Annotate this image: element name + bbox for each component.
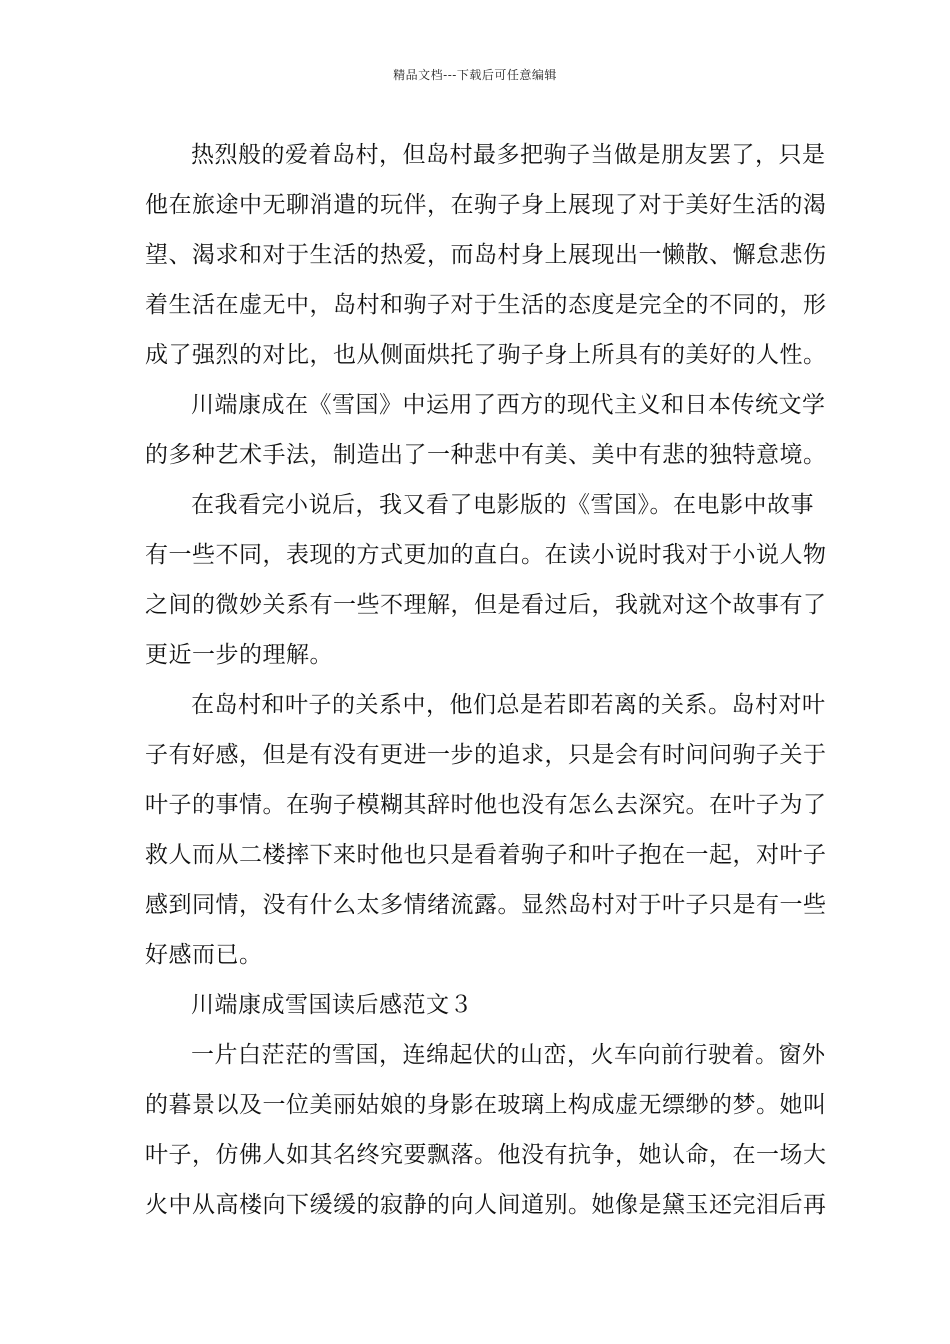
text-line: 子有好感，但是有没有更进一步的追求，只是会有时问问驹子关于 <box>145 742 827 768</box>
page-header: 精品文档---下载后可任意编辑 <box>393 68 557 82</box>
text-line: 之间的微妙关系有一些不理解，但是看过后，我就对这个故事有了 <box>145 592 827 618</box>
text-line: 川端康成在《雪国》中运用了西方的现代主义和日本传统文学 <box>191 392 826 418</box>
body-text <box>145 130 827 1230</box>
text-line: 在岛村和叶子的关系中，他们总是若即若离的关系。岛村对叶 <box>191 692 826 718</box>
text-line: 好感而已。 <box>145 942 263 968</box>
section-heading: 川端康成雪国读后感范文３ <box>191 992 473 1018</box>
text-line: 叶子，仿佛人如其名终究要飘落。他没有抗争，她认命，在一场大 <box>145 1142 827 1168</box>
text-line: 有一些不同，表现的方式更加的直白。在读小说时我对于小说人物 <box>145 542 827 568</box>
text-line: 感到同情，没有什么太多情绪流露。显然岛村对于叶子只是有一些 <box>145 892 827 918</box>
text-line: 他在旅途中无聊消遣的玩伴，在驹子身上展现了对于美好生活的渴 <box>145 192 827 218</box>
text-line: 成了强烈的对比，也从侧面烘托了驹子身上所具有的美好的人性。 <box>145 342 827 368</box>
text-line: 救人而从二楼摔下来时他也只是看着驹子和叶子抱在一起，对叶子 <box>145 842 827 868</box>
text-line: 望、渴求和对于生活的热爱，而岛村身上展现出一懒散、懈怠悲伤 <box>145 242 827 268</box>
text-line: 的多种艺术手法，制造出了一种悲中有美、美中有悲的独特意境。 <box>145 442 827 468</box>
text-line: 热烈般的爱着岛村，但岛村最多把驹子当做是朋友罢了，只是 <box>191 142 826 168</box>
text-line: 更近一步的理解。 <box>145 642 333 668</box>
text-line: 的暮景以及一位美丽姑娘的身影在玻璃上构成虚无缥缈的梦。她叫 <box>145 1092 827 1118</box>
text-line: 一片白茫茫的雪国，连绵起伏的山峦，火车向前行驶着。窗外 <box>191 1042 826 1068</box>
text-line: 叶子的事情。在驹子模糊其辞时他也没有怎么去深究。在叶子为了 <box>145 792 827 818</box>
text-line: 火中从高楼向下缓缓的寂静的向人间道别。她像是黛玉还完泪后再 <box>145 1192 827 1218</box>
text-line: 在我看完小说后，我又看了电影版的《雪国》。在电影中故事 <box>191 492 814 518</box>
text-line: 着生活在虚无中，岛村和驹子对于生活的态度是完全的不同的，形 <box>145 292 827 318</box>
